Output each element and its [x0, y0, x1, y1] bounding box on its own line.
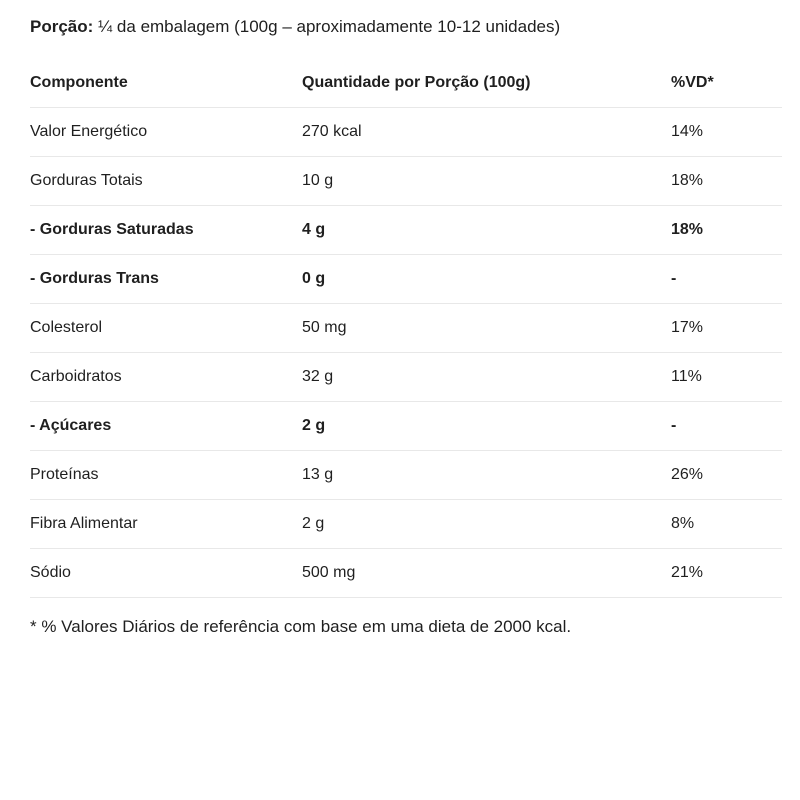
amount-cell: 270 kcal: [302, 108, 671, 157]
table-row: [30, 157, 782, 206]
table-row: [30, 402, 782, 451]
component-cell: - Gorduras Saturadas: [30, 206, 302, 255]
header-amount: Quantidade por Porção (100g): [302, 59, 671, 108]
component-cell: Valor Energético: [30, 108, 302, 157]
amount-cell: 0 g: [302, 255, 671, 304]
component-cell: Fibra Alimentar: [30, 500, 302, 549]
daily-value-cell: 18%: [671, 206, 782, 255]
component-cell: - Gorduras Trans: [30, 255, 302, 304]
amount-cell: 2 g: [302, 402, 671, 451]
daily-value-cell: 11%: [671, 353, 782, 402]
table-row: [30, 108, 782, 157]
amount-cell: 4 g: [302, 206, 671, 255]
amount-cell: 2 g: [302, 500, 671, 549]
portion-label: Porção:: [30, 17, 94, 36]
component-cell: Proteínas: [30, 451, 302, 500]
daily-value-cell: 8%: [671, 500, 782, 549]
portion-text: ¼ da embalagem (100g – aproximadamente 10-12 unidades): [98, 17, 561, 36]
portion-info: [30, 16, 560, 38]
table-row: [30, 255, 782, 304]
daily-value-cell: 18%: [671, 157, 782, 206]
header-component: Componente: [30, 59, 302, 108]
footnote: * % Valores Diários de referência com base em uma dieta de 2000 kcal.: [30, 617, 572, 636]
daily-value-cell: 14%: [671, 108, 782, 157]
component-cell: Sódio: [30, 549, 302, 598]
component-cell: Carboidratos: [30, 353, 302, 402]
amount-cell: 50 mg: [302, 304, 671, 353]
amount-cell: 32 g: [302, 353, 671, 402]
table-row: [30, 451, 782, 500]
daily-value-cell: -: [671, 255, 782, 304]
daily-value-cell: 26%: [671, 451, 782, 500]
daily-value-cell: 17%: [671, 304, 782, 353]
table-row: [30, 206, 782, 255]
component-cell: Gorduras Totais: [30, 157, 302, 206]
component-cell: Colesterol: [30, 304, 302, 353]
header-daily-value: %VD*: [671, 59, 782, 108]
table-row: [30, 500, 782, 549]
table-row: [30, 353, 782, 402]
table-row: [30, 549, 782, 598]
amount-cell: 500 mg: [302, 549, 671, 598]
table-header-row: [30, 59, 782, 108]
amount-cell: 10 g: [302, 157, 671, 206]
daily-value-cell: -: [671, 402, 782, 451]
amount-cell: 13 g: [302, 451, 671, 500]
daily-value-cell: 21%: [671, 549, 782, 598]
component-cell: - Açúcares: [30, 402, 302, 451]
table-row: [30, 304, 782, 353]
nutrition-table: [30, 59, 782, 598]
